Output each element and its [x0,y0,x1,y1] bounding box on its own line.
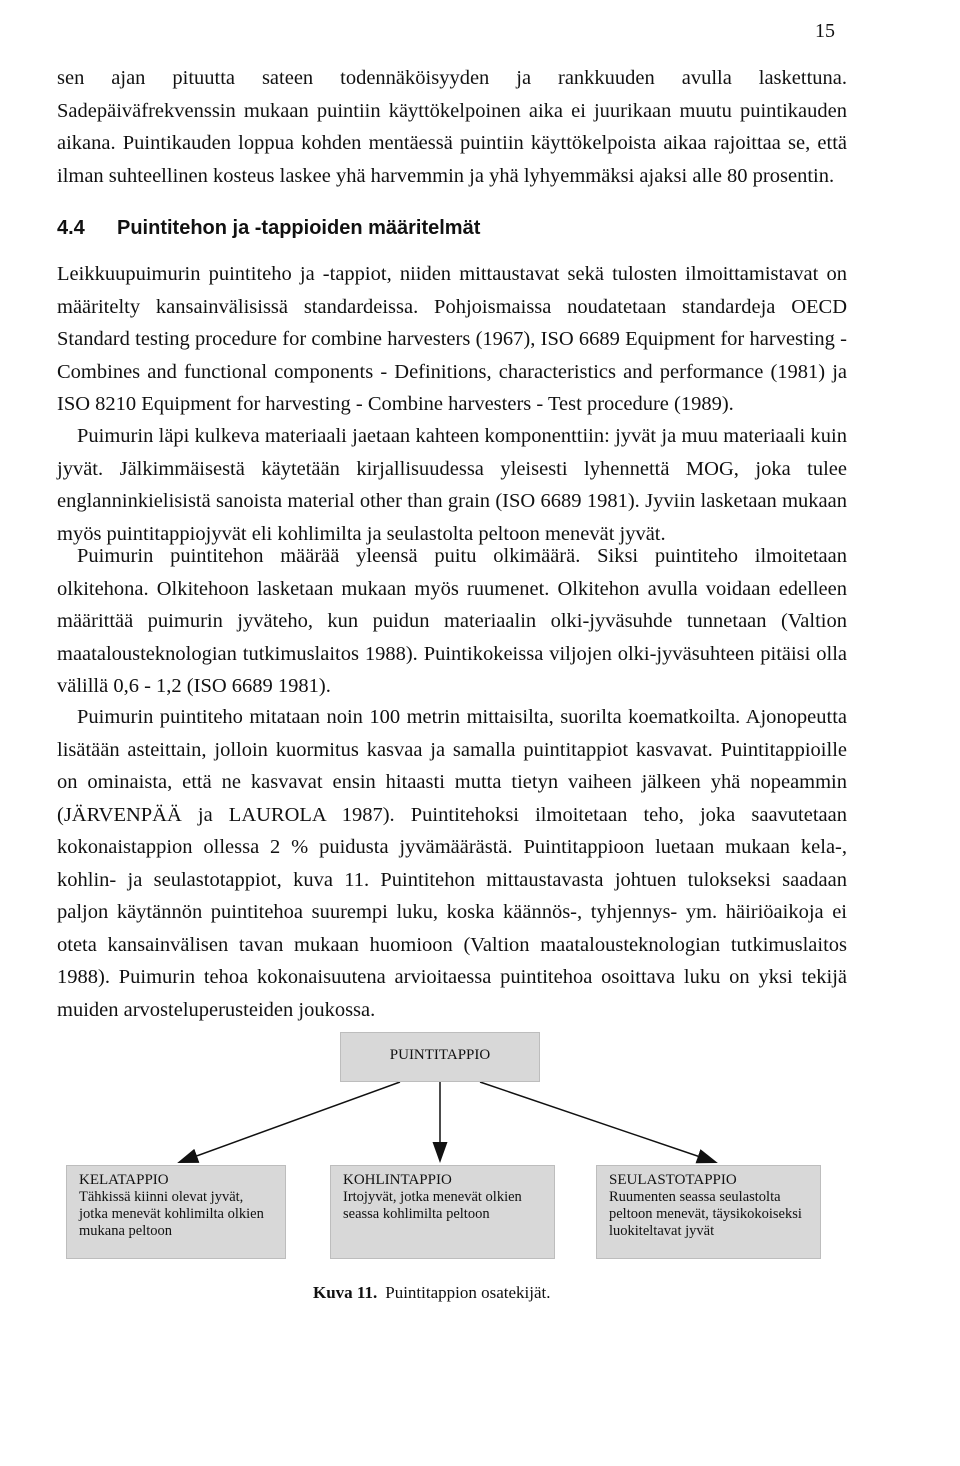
box-description: Tähkissä kiinni olevat jyvät, jotka menevät kohlimilta olkien mukana peltoon [79,1189,264,1239]
page-number: 15 [815,20,835,42]
paragraph-standards: Leikkuupuimurin puintiteho ja -tappiot, niiden mittaustavat sekä tulosten ilmoittamistavat on määritelty kansainvälisissä standardeissa. Pohjoismaissa noudatetaan standardeja OECD Standard testing procedure for combine harvesters (1967), ISO 6689 Equipment for harvesting - Combines and functional components - Definitions, characteristics and performance (1981) ja ISO 8210 Equipment for harvesting - Combine harvesters - Test procedure (1989). [57,263,847,415]
figure-label: Kuva 11. [313,1283,378,1302]
box-description: Ruumenten seassa seulastolta peltoon menevät, täysikokoiseksi luokiteltavat jyvät [609,1189,802,1239]
intro-paragraph: sen ajan pituutta sateen todennäköisyyden ja rankkuuden avulla laskettuna. Sadepäiväfrekvenssin mukaan puintiin käyttökelpoinen aika ei juurikaan muutu puintikauden aikana. Puintikauden loppua kohden mentäessä puintiin käyttökelpoista aikaa rajoittaa se, että ilman suhteellinen kosteus laskee yhä harvemmin ja yhä lyhyemmäksi ajaksi alle 80 prosentin. [57,67,847,187]
paragraph-measurement: Puimurin puintiteho mitataan noin 100 metrin mittaisilta, suorilta koematkoilta. Ajonopeutta lisätään asteittain, jolloin kuormitus kasvaa ja samalla puintitappiot kasvavat. Puintitappioille on ominaista, että ne kasvavat ensin hitaasti mutta tietyn vaiheen jälkeen yhä nopeammin (JÄRVENPÄÄ ja LAUROLA 1987). Puintitehoksi ilmoitetaan teho, joka saavutetaan kokonaistappion ollessa 2 % puidusta jyvämäärästä. Puintitappioon luetaan mukaan kela-, kohlin- ja seulastotappiot, kuva 11. Puintitehon mittaustavasta johtuen tulokseksi saadaan paljon käytännön puintitehoa suurempi luku, koska käännös-, tyhjennys- ym. häiriöaikoja ei oteta kansainvälisen tavan mukaan huomioon (Valtion maatalousteknologian tutkimuslaitos 1988). Puimurin tehoa kokonaisuutena arvioitaessa puintitehoa osoittava luku on yksi tekijä muiden arvosteluperusteiden joukossa. [57,706,847,1021]
loss-diagram [0,1020,960,1280]
section-title: Puintitehon ja -tappioiden määritelmät [117,217,481,239]
diagram-root-box: PUINTITAPPIO [340,1032,540,1082]
section-heading [57,217,480,240]
box-title: SEULASTOTAPPIO [609,1172,737,1188]
figure-caption [313,1283,551,1303]
diagram-box-kelatappio [66,1165,286,1259]
box-title: KELATAPPIO [79,1172,169,1188]
arrow-to-seulastotappio [480,1082,715,1162]
paragraph-material: Puimurin läpi kulkeva materiaali jaetaan kahteen komponenttiin: jyvät ja muu materiaali kuin jyvät. Jälkimmäisestä käytetään kirjallisuudessa yleisesti lyhennettä MOG, joka tulee englanninkielisistä sanoista material other than grain (ISO 6689 1981). Jyviin lasketaan mukaan myös puintitappiojyvät eli kohlimilta ja seulastolta peltoon menevät jyvät. [57,425,847,545]
box-title: KOHLINTAPPIO [343,1172,452,1188]
section-number: 4.4 [57,217,85,239]
box-description: Irtojyvät, jotka menevät olkien seassa kohlimilta peltoon [343,1189,522,1222]
figure-caption-text: Puintitappion osatekijät. [385,1283,551,1302]
arrow-to-kelatappio [180,1082,400,1162]
diagram-box-kohlintappio [330,1165,555,1259]
paragraph-olkiteho: Puimurin puintitehon määrää yleensä puitu olkimäärä. Siksi puintiteho ilmoitetaan olkitehona. Olkitehoon lasketaan mukaan myös ruumenet. Olkitehon avulla voidaan edelleen määrittää puimurin jyväteho, kun puidun materiaalin olki-jyväsuhde tunnetaan (Valtion maatalousteknologian tutkimuslaitos 1988). Puintikokeissa viljojen olki-jyväsuhteen pitäisi olla välillä 0,6 - 1,2 (ISO 6689 1981). [57,545,847,697]
diagram-box-seulastotappio [596,1165,821,1259]
